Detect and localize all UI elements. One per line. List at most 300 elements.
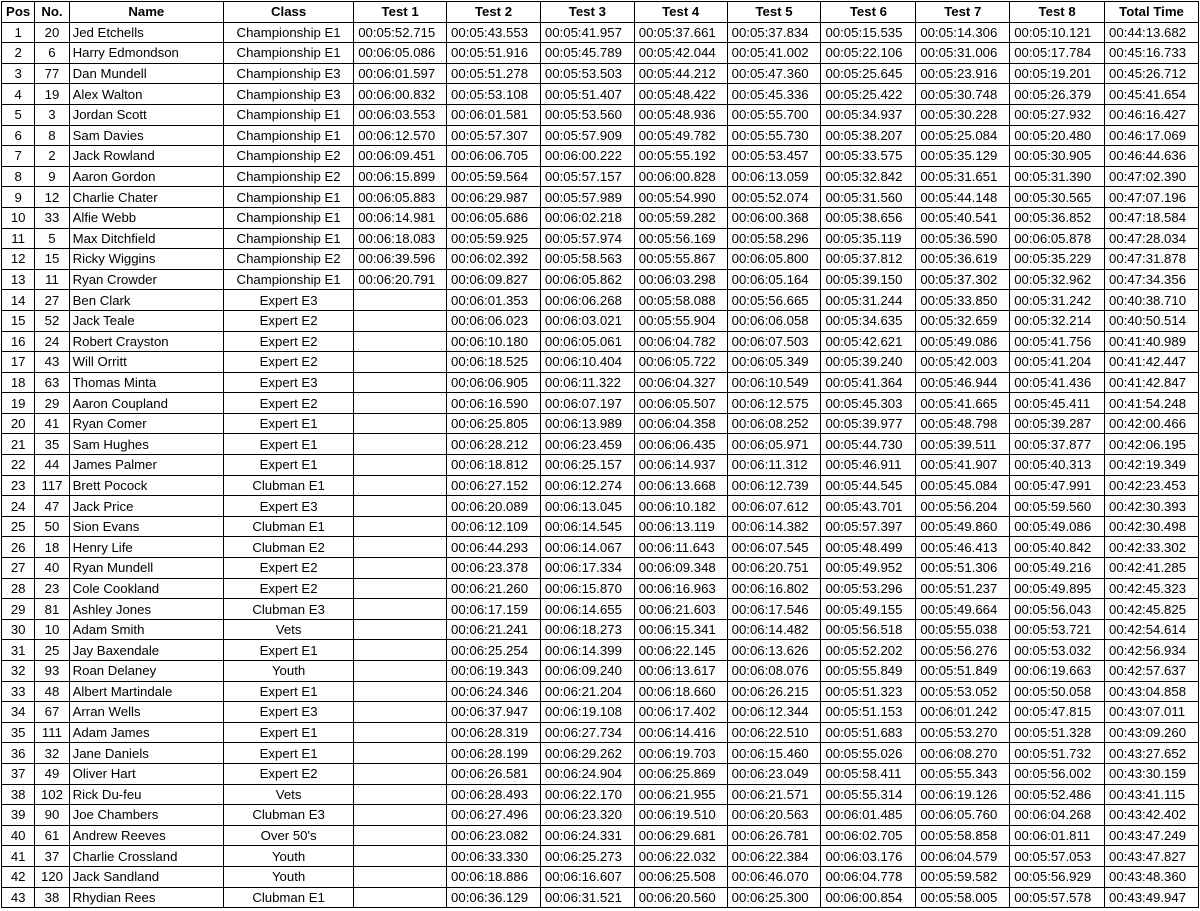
test-4-cell: 00:06:21.603 xyxy=(634,599,727,620)
pos-cell: 16 xyxy=(2,331,35,352)
number-cell: 48 xyxy=(35,681,69,702)
test-7-cell: 00:05:44.148 xyxy=(916,187,1010,208)
table-row xyxy=(2,640,1199,661)
test-5-cell: 00:06:22.384 xyxy=(727,846,821,867)
test-3-cell: 00:06:24.904 xyxy=(540,763,634,784)
name-cell: Charlie Crossland xyxy=(69,846,223,867)
name-cell: Jack Teale xyxy=(69,310,223,331)
name-cell: Harry Edmondson xyxy=(69,43,223,64)
test-6-cell: 00:05:43.701 xyxy=(821,496,916,517)
test-4-cell: 00:06:04.358 xyxy=(634,413,727,434)
test-7-cell: 00:05:30.748 xyxy=(916,84,1010,105)
test-1-cell xyxy=(354,475,447,496)
table-row xyxy=(2,558,1199,579)
pos-cell: 25 xyxy=(2,516,35,537)
test-3-cell: 00:06:00.222 xyxy=(540,146,634,167)
pos-cell: 42 xyxy=(2,866,35,887)
test-1-cell: 00:06:00.832 xyxy=(354,84,447,105)
test-1-cell: 00:06:03.553 xyxy=(354,104,447,125)
test-2-cell: 00:06:25.254 xyxy=(447,640,541,661)
test-5-cell: 00:05:37.834 xyxy=(727,22,821,43)
name-cell: Ashley Jones xyxy=(69,599,223,620)
pos-cell: 7 xyxy=(2,146,35,167)
class-cell: Expert E2 xyxy=(224,331,354,352)
number-cell: 15 xyxy=(35,249,69,270)
name-cell: Max Ditchfield xyxy=(69,228,223,249)
name-cell: Arran Wells xyxy=(69,702,223,723)
test-4-cell: 00:06:09.348 xyxy=(634,558,727,579)
test-3-cell: 00:05:45.789 xyxy=(540,43,634,64)
test-6-cell: 00:05:31.244 xyxy=(821,290,916,311)
test-7-cell: 00:05:42.003 xyxy=(916,352,1010,373)
total-time-cell: 00:47:02.390 xyxy=(1105,166,1199,187)
test-2-cell: 00:06:27.496 xyxy=(447,805,541,826)
name-cell: Rhydian Rees xyxy=(69,887,223,908)
test-5-cell: 00:05:56.665 xyxy=(727,290,821,311)
pos-cell: 26 xyxy=(2,537,35,558)
test-7-cell: 00:05:46.413 xyxy=(916,537,1010,558)
test-1-cell: 00:05:52.715 xyxy=(354,22,447,43)
table-row xyxy=(2,146,1199,167)
test-1-cell xyxy=(354,413,447,434)
total-time-cell: 00:41:40.989 xyxy=(1105,331,1199,352)
test-6-cell: 00:05:53.296 xyxy=(821,578,916,599)
test-1-cell xyxy=(354,661,447,682)
number-cell: 27 xyxy=(35,290,69,311)
test-3-cell: 00:05:53.503 xyxy=(540,63,634,84)
pos-cell: 6 xyxy=(2,125,35,146)
test-7-cell: 00:05:36.619 xyxy=(916,249,1010,270)
test-5-cell: 00:06:12.575 xyxy=(727,393,821,414)
table-row xyxy=(2,166,1199,187)
number-cell: 32 xyxy=(35,743,69,764)
test-6-cell: 00:06:04.778 xyxy=(821,866,916,887)
total-time-cell: 00:43:04.858 xyxy=(1105,681,1199,702)
test-6-cell: 00:05:25.422 xyxy=(821,84,916,105)
test-4-cell: 00:06:22.145 xyxy=(634,640,727,661)
test-2-cell: 00:06:06.705 xyxy=(447,146,541,167)
name-cell: Dan Mundell xyxy=(69,63,223,84)
test-6-cell: 00:05:38.656 xyxy=(821,207,916,228)
number-cell: 10 xyxy=(35,619,69,640)
name-cell: Thomas Minta xyxy=(69,372,223,393)
class-cell: Youth xyxy=(224,846,354,867)
number-cell: 90 xyxy=(35,805,69,826)
pos-cell: 31 xyxy=(2,640,35,661)
test-4-cell: 00:06:14.416 xyxy=(634,722,727,743)
test-8-cell: 00:05:32.962 xyxy=(1010,269,1105,290)
test-6-cell: 00:05:31.560 xyxy=(821,187,916,208)
pos-cell: 11 xyxy=(2,228,35,249)
name-cell: Joe Chambers xyxy=(69,805,223,826)
test-7-cell: 00:06:01.242 xyxy=(916,702,1010,723)
test-8-cell: 00:05:41.436 xyxy=(1010,372,1105,393)
test-3-cell: 00:06:10.404 xyxy=(540,352,634,373)
test-5-cell: 00:06:14.382 xyxy=(727,516,821,537)
total-time-cell: 00:41:54.248 xyxy=(1105,393,1199,414)
total-time-cell: 00:43:30.159 xyxy=(1105,763,1199,784)
test-2-cell: 00:06:19.343 xyxy=(447,661,541,682)
name-cell: Rick Du-feu xyxy=(69,784,223,805)
test-3-cell: 00:06:23.459 xyxy=(540,434,634,455)
test-4-cell: 00:05:37.661 xyxy=(634,22,727,43)
test-7-cell: 00:06:08.270 xyxy=(916,743,1010,764)
test-2-cell: 00:06:36.129 xyxy=(447,887,541,908)
test-7-cell: 00:05:14.306 xyxy=(916,22,1010,43)
test-8-cell: 00:06:05.878 xyxy=(1010,228,1105,249)
test-3-cell: 00:06:06.268 xyxy=(540,290,634,311)
test-2-cell: 00:06:02.392 xyxy=(447,249,541,270)
class-cell: Youth xyxy=(224,866,354,887)
test-2-cell: 00:06:21.241 xyxy=(447,619,541,640)
header-test-3: Test 3 xyxy=(540,2,634,23)
name-cell: Alfie Webb xyxy=(69,207,223,228)
test-1-cell xyxy=(354,805,447,826)
number-cell: 25 xyxy=(35,640,69,661)
class-cell: Expert E2 xyxy=(224,393,354,414)
number-cell: 6 xyxy=(35,43,69,64)
test-4-cell: 00:05:55.904 xyxy=(634,310,727,331)
pos-cell: 8 xyxy=(2,166,35,187)
header-number: No. xyxy=(35,2,69,23)
test-5-cell: 00:05:41.002 xyxy=(727,43,821,64)
class-cell: Expert E1 xyxy=(224,681,354,702)
number-cell: 20 xyxy=(35,22,69,43)
test-3-cell: 00:06:12.274 xyxy=(540,475,634,496)
table-row xyxy=(2,702,1199,723)
test-8-cell: 00:05:36.852 xyxy=(1010,207,1105,228)
test-6-cell: 00:05:34.635 xyxy=(821,310,916,331)
test-3-cell: 00:06:09.240 xyxy=(540,661,634,682)
table-row xyxy=(2,887,1199,908)
test-5-cell: 00:06:06.058 xyxy=(727,310,821,331)
test-4-cell: 00:06:00.828 xyxy=(634,166,727,187)
total-time-cell: 00:42:45.825 xyxy=(1105,599,1199,620)
name-cell: Sam Davies xyxy=(69,125,223,146)
test-4-cell: 00:06:14.937 xyxy=(634,455,727,476)
test-6-cell: 00:05:45.303 xyxy=(821,393,916,414)
test-8-cell: 00:05:53.032 xyxy=(1010,640,1105,661)
test-1-cell xyxy=(354,537,447,558)
table-row xyxy=(2,681,1199,702)
test-5-cell: 00:06:08.076 xyxy=(727,661,821,682)
test-2-cell: 00:05:53.108 xyxy=(447,84,541,105)
pos-cell: 19 xyxy=(2,393,35,414)
test-8-cell: 00:05:20.480 xyxy=(1010,125,1105,146)
number-cell: 8 xyxy=(35,125,69,146)
test-8-cell: 00:05:31.390 xyxy=(1010,166,1105,187)
test-5-cell: 00:06:17.546 xyxy=(727,599,821,620)
test-2-cell: 00:05:57.307 xyxy=(447,125,541,146)
total-time-cell: 00:43:09.260 xyxy=(1105,722,1199,743)
test-5-cell: 00:06:20.563 xyxy=(727,805,821,826)
class-cell: Over 50's xyxy=(224,825,354,846)
number-cell: 67 xyxy=(35,702,69,723)
test-8-cell: 00:05:49.086 xyxy=(1010,516,1105,537)
name-cell: Jack Sandland xyxy=(69,866,223,887)
number-cell: 3 xyxy=(35,104,69,125)
table-row xyxy=(2,228,1199,249)
number-cell: 81 xyxy=(35,599,69,620)
test-4-cell: 00:06:06.435 xyxy=(634,434,727,455)
test-3-cell: 00:06:13.989 xyxy=(540,413,634,434)
test-2-cell: 00:06:06.023 xyxy=(447,310,541,331)
name-cell: Alex Walton xyxy=(69,84,223,105)
number-cell: 18 xyxy=(35,537,69,558)
test-6-cell: 00:05:39.150 xyxy=(821,269,916,290)
test-1-cell xyxy=(354,784,447,805)
test-5-cell: 00:05:55.700 xyxy=(727,104,821,125)
test-7-cell: 00:05:49.086 xyxy=(916,331,1010,352)
test-1-cell: 00:06:09.451 xyxy=(354,146,447,167)
test-5-cell: 00:06:12.739 xyxy=(727,475,821,496)
test-3-cell: 00:06:14.399 xyxy=(540,640,634,661)
pos-cell: 20 xyxy=(2,413,35,434)
test-2-cell: 00:06:26.581 xyxy=(447,763,541,784)
total-time-cell: 00:42:23.453 xyxy=(1105,475,1199,496)
test-2-cell: 00:05:59.925 xyxy=(447,228,541,249)
class-cell: Expert E1 xyxy=(224,640,354,661)
test-3-cell: 00:06:15.870 xyxy=(540,578,634,599)
number-cell: 9 xyxy=(35,166,69,187)
class-cell: Championship E2 xyxy=(224,249,354,270)
pos-cell: 30 xyxy=(2,619,35,640)
test-6-cell: 00:05:51.683 xyxy=(821,722,916,743)
total-time-cell: 00:42:56.934 xyxy=(1105,640,1199,661)
test-4-cell: 00:05:54.990 xyxy=(634,187,727,208)
total-time-cell: 00:47:28.034 xyxy=(1105,228,1199,249)
test-3-cell: 00:06:16.607 xyxy=(540,866,634,887)
pos-cell: 18 xyxy=(2,372,35,393)
test-8-cell: 00:05:40.842 xyxy=(1010,537,1105,558)
test-4-cell: 00:05:58.088 xyxy=(634,290,727,311)
test-7-cell: 00:05:59.582 xyxy=(916,866,1010,887)
table-row xyxy=(2,249,1199,270)
pos-cell: 40 xyxy=(2,825,35,846)
class-cell: Championship E1 xyxy=(224,125,354,146)
test-1-cell: 00:06:12.570 xyxy=(354,125,447,146)
total-time-cell: 00:45:41.654 xyxy=(1105,84,1199,105)
pos-cell: 36 xyxy=(2,743,35,764)
test-6-cell: 00:05:37.812 xyxy=(821,249,916,270)
test-4-cell: 00:06:03.298 xyxy=(634,269,727,290)
total-time-cell: 00:43:42.402 xyxy=(1105,805,1199,826)
test-5-cell: 00:06:00.368 xyxy=(727,207,821,228)
test-2-cell: 00:06:28.319 xyxy=(447,722,541,743)
test-4-cell: 00:06:04.782 xyxy=(634,331,727,352)
test-3-cell: 00:06:05.862 xyxy=(540,269,634,290)
number-cell: 61 xyxy=(35,825,69,846)
test-2-cell: 00:06:24.346 xyxy=(447,681,541,702)
pos-cell: 1 xyxy=(2,22,35,43)
test-4-cell: 00:05:44.212 xyxy=(634,63,727,84)
test-4-cell: 00:06:20.560 xyxy=(634,887,727,908)
test-2-cell: 00:05:43.553 xyxy=(447,22,541,43)
header-test-5: Test 5 xyxy=(727,2,821,23)
test-5-cell: 00:05:52.074 xyxy=(727,187,821,208)
test-8-cell: 00:05:51.732 xyxy=(1010,743,1105,764)
class-cell: Championship E1 xyxy=(224,228,354,249)
class-cell: Expert E1 xyxy=(224,413,354,434)
test-1-cell xyxy=(354,640,447,661)
test-3-cell: 00:06:05.061 xyxy=(540,331,634,352)
number-cell: 41 xyxy=(35,413,69,434)
test-1-cell xyxy=(354,887,447,908)
pos-cell: 39 xyxy=(2,805,35,826)
test-8-cell: 00:05:10.121 xyxy=(1010,22,1105,43)
number-cell: 19 xyxy=(35,84,69,105)
test-3-cell: 00:05:57.989 xyxy=(540,187,634,208)
test-8-cell: 00:05:32.214 xyxy=(1010,310,1105,331)
test-3-cell: 00:06:14.545 xyxy=(540,516,634,537)
class-cell: Championship E3 xyxy=(224,63,354,84)
test-5-cell: 00:05:45.336 xyxy=(727,84,821,105)
test-6-cell: 00:05:56.518 xyxy=(821,619,916,640)
test-2-cell: 00:05:59.564 xyxy=(447,166,541,187)
test-5-cell: 00:06:07.612 xyxy=(727,496,821,517)
name-cell: Brett Pocock xyxy=(69,475,223,496)
class-cell: Expert E2 xyxy=(224,310,354,331)
header-row xyxy=(2,2,1199,23)
number-cell: 111 xyxy=(35,722,69,743)
table-row xyxy=(2,619,1199,640)
test-5-cell: 00:06:13.626 xyxy=(727,640,821,661)
test-2-cell: 00:06:18.525 xyxy=(447,352,541,373)
test-7-cell: 00:05:31.006 xyxy=(916,43,1010,64)
test-7-cell: 00:05:35.129 xyxy=(916,146,1010,167)
test-7-cell: 00:05:53.052 xyxy=(916,681,1010,702)
test-6-cell: 00:05:49.952 xyxy=(821,558,916,579)
test-6-cell: 00:05:39.977 xyxy=(821,413,916,434)
test-3-cell: 00:06:22.170 xyxy=(540,784,634,805)
test-5-cell: 00:05:53.457 xyxy=(727,146,821,167)
test-2-cell: 00:06:20.089 xyxy=(447,496,541,517)
number-cell: 40 xyxy=(35,558,69,579)
total-time-cell: 00:43:47.249 xyxy=(1105,825,1199,846)
pos-cell: 14 xyxy=(2,290,35,311)
test-5-cell: 00:05:55.730 xyxy=(727,125,821,146)
test-6-cell: 00:05:51.153 xyxy=(821,702,916,723)
test-5-cell: 00:06:05.800 xyxy=(727,249,821,270)
test-6-cell: 00:05:55.026 xyxy=(821,743,916,764)
test-6-cell: 00:05:46.911 xyxy=(821,455,916,476)
table-row xyxy=(2,866,1199,887)
test-7-cell: 00:05:33.850 xyxy=(916,290,1010,311)
number-cell: 24 xyxy=(35,331,69,352)
class-cell: Expert E2 xyxy=(224,352,354,373)
number-cell: 2 xyxy=(35,146,69,167)
test-6-cell: 00:05:57.397 xyxy=(821,516,916,537)
class-cell: Expert E3 xyxy=(224,702,354,723)
test-7-cell: 00:05:58.005 xyxy=(916,887,1010,908)
total-time-cell: 00:41:42.847 xyxy=(1105,372,1199,393)
class-cell: Championship E1 xyxy=(224,187,354,208)
test-4-cell: 00:05:48.936 xyxy=(634,104,727,125)
pos-cell: 9 xyxy=(2,187,35,208)
test-3-cell: 00:05:58.563 xyxy=(540,249,634,270)
pos-cell: 24 xyxy=(2,496,35,517)
pos-cell: 28 xyxy=(2,578,35,599)
test-4-cell: 00:05:42.044 xyxy=(634,43,727,64)
table-row xyxy=(2,455,1199,476)
total-time-cell: 00:42:19.349 xyxy=(1105,455,1199,476)
test-3-cell: 00:06:03.021 xyxy=(540,310,634,331)
class-cell: Championship E2 xyxy=(224,166,354,187)
test-6-cell: 00:05:51.323 xyxy=(821,681,916,702)
test-2-cell: 00:06:09.827 xyxy=(447,269,541,290)
test-6-cell: 00:06:03.176 xyxy=(821,846,916,867)
test-1-cell xyxy=(354,619,447,640)
total-time-cell: 00:40:38.710 xyxy=(1105,290,1199,311)
number-cell: 49 xyxy=(35,763,69,784)
test-2-cell: 00:06:25.805 xyxy=(447,413,541,434)
pos-cell: 21 xyxy=(2,434,35,455)
total-time-cell: 00:46:16.427 xyxy=(1105,104,1199,125)
test-5-cell: 00:06:14.482 xyxy=(727,619,821,640)
class-cell: Championship E3 xyxy=(224,84,354,105)
test-1-cell xyxy=(354,434,447,455)
test-4-cell: 00:06:21.955 xyxy=(634,784,727,805)
test-5-cell: 00:05:58.296 xyxy=(727,228,821,249)
test-2-cell: 00:06:23.082 xyxy=(447,825,541,846)
table-row xyxy=(2,84,1199,105)
table-row xyxy=(2,413,1199,434)
test-3-cell: 00:06:27.734 xyxy=(540,722,634,743)
number-cell: 11 xyxy=(35,269,69,290)
test-7-cell: 00:05:49.860 xyxy=(916,516,1010,537)
test-5-cell: 00:06:10.549 xyxy=(727,372,821,393)
class-cell: Clubman E1 xyxy=(224,516,354,537)
test-5-cell: 00:06:08.252 xyxy=(727,413,821,434)
number-cell: 29 xyxy=(35,393,69,414)
class-cell: Expert E3 xyxy=(224,496,354,517)
test-1-cell xyxy=(354,825,447,846)
test-6-cell: 00:05:44.730 xyxy=(821,434,916,455)
name-cell: Sion Evans xyxy=(69,516,223,537)
pos-cell: 34 xyxy=(2,702,35,723)
test-6-cell: 00:05:58.411 xyxy=(821,763,916,784)
header-name: Name xyxy=(69,2,223,23)
header-test-4: Test 4 xyxy=(634,2,727,23)
test-3-cell: 00:06:24.331 xyxy=(540,825,634,846)
test-7-cell: 00:05:41.907 xyxy=(916,455,1010,476)
class-cell: Vets xyxy=(224,619,354,640)
test-1-cell: 00:06:18.083 xyxy=(354,228,447,249)
test-6-cell: 00:05:32.842 xyxy=(821,166,916,187)
test-2-cell: 00:06:18.812 xyxy=(447,455,541,476)
pos-cell: 13 xyxy=(2,269,35,290)
name-cell: Robert Crayston xyxy=(69,331,223,352)
test-8-cell: 00:05:30.565 xyxy=(1010,187,1105,208)
test-2-cell: 00:06:28.493 xyxy=(447,784,541,805)
pos-cell: 43 xyxy=(2,887,35,908)
test-7-cell: 00:05:37.302 xyxy=(916,269,1010,290)
test-4-cell: 00:06:22.032 xyxy=(634,846,727,867)
total-time-cell: 00:45:16.733 xyxy=(1105,43,1199,64)
name-cell: Andrew Reeves xyxy=(69,825,223,846)
class-cell: Championship E1 xyxy=(224,43,354,64)
class-cell: Championship E2 xyxy=(224,146,354,167)
table-row xyxy=(2,578,1199,599)
test-6-cell: 00:05:52.202 xyxy=(821,640,916,661)
test-3-cell: 00:06:18.273 xyxy=(540,619,634,640)
total-time-cell: 00:40:50.514 xyxy=(1105,310,1199,331)
pos-cell: 32 xyxy=(2,661,35,682)
test-7-cell: 00:05:56.204 xyxy=(916,496,1010,517)
header-test-2: Test 2 xyxy=(447,2,541,23)
number-cell: 50 xyxy=(35,516,69,537)
test-1-cell xyxy=(354,455,447,476)
